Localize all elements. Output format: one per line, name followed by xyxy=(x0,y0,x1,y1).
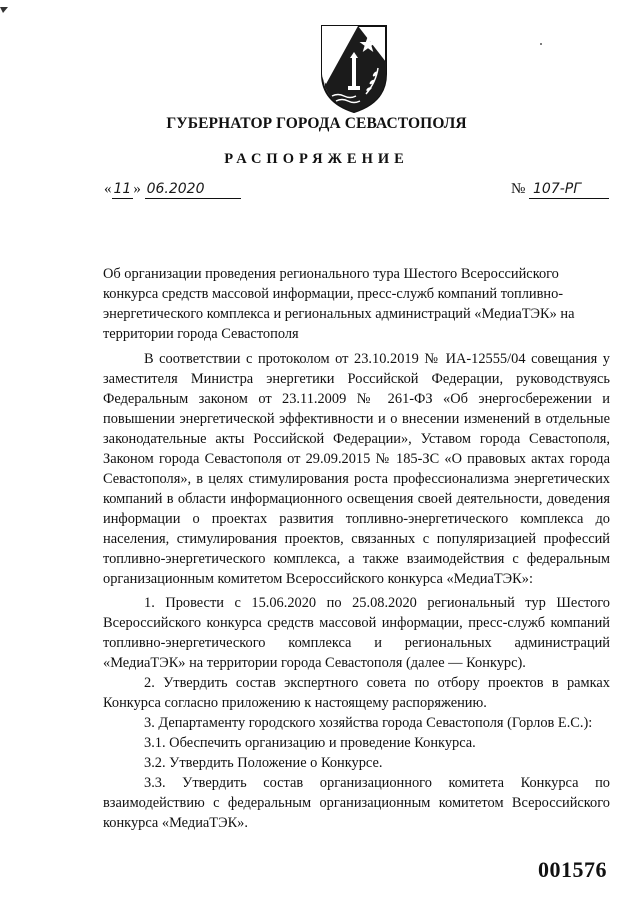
date-month-year: 06.2020 xyxy=(145,180,241,199)
document-type: РАСПОРЯЖЕНИЕ xyxy=(224,151,409,167)
order-items xyxy=(103,593,610,833)
order-item-3: 3. Департаменту городского хозяйства города Севастополя (Горлов Е.С.): xyxy=(144,715,593,731)
registration-number: 001576 xyxy=(538,857,607,882)
corner-mark xyxy=(0,0,8,6)
document-subject: Об организации проведения регионального тура Шестого Всероссийского конкурса средств массовой информации, пресс-служб компаний топливно-энергетического комплекса и региональных администраций «МедиаТЭК» на территории города Севастополя xyxy=(103,266,575,342)
governor-title: ГУБЕРНАТОР ГОРОДА СЕВАСТОПОЛЯ xyxy=(166,115,467,132)
order-item-3-2: 3.2. Утвердить Положение о Конкурсе. xyxy=(144,755,383,771)
preamble-paragraph: В соответствии с протоколом от 23.10.2019 № ИА-12555/04 совещания у заместителя Министра энергетики Российской Федерации, руководствуясь Федеральным законом от 23.11.2009 № 261-ФЗ «Об энергосбережении и повышении энергетической эффективности и о внесении изменений в отдельные законодательные акты Российской Федерации», Уставом города Севастополя, Законом города Севастополя от 29.09.2015 № 185-ЗС «О правовых актах города Севастополя», в целях стимулирования роста профессионализма энергетических компаний в области информационного освещения своей деятельности, доведения информации о проектах развития топливно-энергетического комплекса до населения, стимулирования проектов, связанных с популяризацией профессий топливно-энергетического комплекса, а также взаимодействия с федеральным организационным комитетом Всероссийского конкурса «МедиаТЭК»: xyxy=(103,351,610,587)
scan-dot xyxy=(540,43,542,45)
sevastopol-coat-of-arms-icon xyxy=(318,22,390,114)
document-date xyxy=(104,180,241,199)
order-item-3-3: 3.3. Утвердить состав организационного комитета Конкурса по взаимодействию с федеральным организационным комитетом Всероссийского конкурса «МедиаТЭК». xyxy=(103,775,610,831)
date-day: 11 xyxy=(113,181,132,197)
order-item-3-1: 3.1. Обеспечить организацию и проведение Конкурса. xyxy=(144,735,476,751)
date-open-quote: « xyxy=(104,181,112,197)
number-prefix: № xyxy=(510,181,526,197)
order-item-2: 2. Утвердить состав экспертного совета по отбору проектов в рамках Конкурса согласно приложению к настоящему распоряжению. xyxy=(103,675,610,711)
date-close-quote: » xyxy=(133,181,141,197)
order-item-1: 1. Провести с 15.06.2020 по 25.08.2020 региональный тур Шестого Всероссийского конкурса средств массовой информации, пресс-служб компаний топливно-энергетического комплекса и региональных администраций «МедиаТЭК» на территории города Севастополя (далее — Конкурс). xyxy=(103,595,610,671)
document-number xyxy=(511,180,609,199)
number-value: 107-РГ xyxy=(529,180,609,199)
